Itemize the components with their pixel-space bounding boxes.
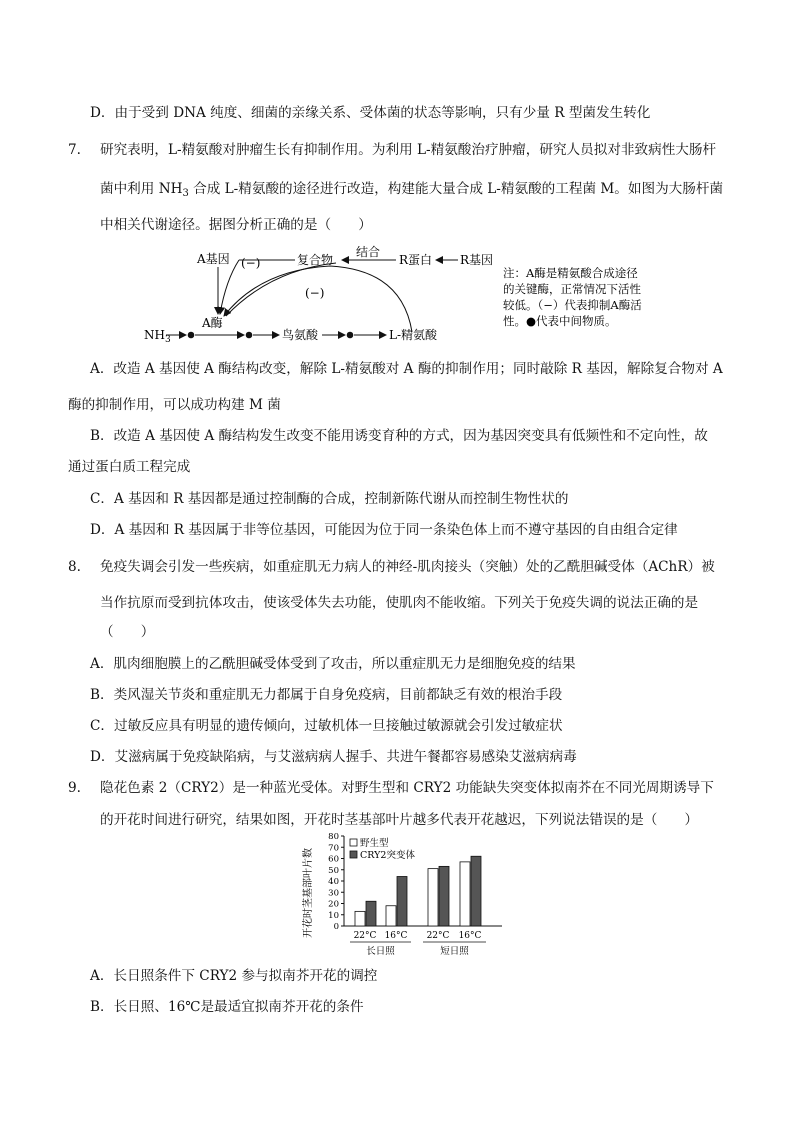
intermediate-dot-1	[188, 332, 195, 339]
q9-option-a: A．长日照条件下 CRY2 参与拟南芥开花的调控	[90, 968, 378, 984]
diagram-note-1: 注：A酶是精氨酸合成途径	[503, 266, 638, 280]
q8-option-c: C．过敏反应具有明显的遗传倾向，过敏机体一旦接触过敏源就会引发过敏症状	[90, 718, 563, 734]
q8-number: 8.	[68, 559, 81, 575]
y-tick-label: 60	[328, 854, 339, 865]
x-tick-label: 22°C	[353, 931, 377, 941]
y-tick-label: 70	[328, 843, 339, 854]
x-tick-label: 16°C	[384, 931, 408, 941]
y-tick-label: 40	[328, 877, 339, 887]
x-tick-label: 16°C	[458, 931, 482, 941]
q6-option-d: D．由于受到 DNA 纯度、细菌的亲缘关系、受体菌的状态等影响，只有少量 R 型菌发生转化	[90, 105, 651, 121]
y-tick-label: 10	[328, 910, 339, 921]
diagram-note-3: 较低。（−）代表抑制A酶活	[503, 298, 642, 312]
intermediate-dot-3	[347, 332, 354, 339]
q7-stem-text-b: 合成 L-精氨酸的途径进行改造，构建能大量合成 L-精氨酸的工程菌 M。如图为大肠杆菌	[188, 181, 724, 197]
bar-mutant-1	[397, 877, 407, 927]
label-nh3-sub: 3	[164, 335, 171, 345]
q8-option-b: B．类风湿关节炎和重症肌无力都属于自身免疫病，目前都缺乏有效的根治手段	[90, 687, 563, 703]
bar-wildtype-2	[428, 869, 438, 926]
intermediate-dot-2	[246, 332, 253, 339]
legend-swatch	[350, 839, 357, 846]
chart-bars	[355, 856, 481, 926]
y-tick-label: 0	[333, 922, 339, 932]
q9-stem-line2: 的开花时间进行研究，结果如图，开花时茎基部叶片越多代表开花越迟，下列说法错误的是（ ）	[100, 812, 699, 828]
bar-wildtype-3	[460, 862, 470, 926]
q7-option-b-line2: 通过蛋白质工程完成	[68, 459, 191, 475]
label-inhibit-2: (−)	[305, 286, 325, 300]
group-label: 长日照	[366, 946, 395, 957]
diagram-note-2: 的关键酶，正常情况下活性	[503, 282, 641, 296]
q7-stem-line3: 中相关代谢途径。据图分析正确的是（ ）	[100, 217, 372, 233]
chart-ylabel: 开花时茎基部叶片数	[303, 848, 314, 938]
q7-stem-line2	[100, 180, 723, 198]
chart-legend	[350, 837, 415, 861]
label-arginine: L-精氨酸	[389, 328, 438, 342]
label-bind: 结合	[356, 245, 381, 259]
label-nh3	[144, 328, 171, 345]
label-inhibit-1: (−)	[241, 256, 261, 270]
diagram-note-4: 性。●代表中间物质。	[503, 314, 617, 328]
bar-wildtype-0	[355, 911, 365, 926]
q9-option-b: B．长日照、16℃是最适宜拟南芥开花的条件	[90, 999, 364, 1015]
label-nh3-main: NH	[144, 328, 165, 342]
legend-label: CRY2突变体	[360, 850, 415, 861]
chart-x-labels	[354, 931, 482, 941]
metabolic-pathway-diagram	[140, 240, 680, 345]
q7-number: 7.	[68, 142, 81, 158]
legend-swatch	[350, 851, 357, 858]
q7-option-a-line1: A．改造 A 基因使 A 酶结构改变，解除 L-精氨酸对 A 酶的抑制作用；同时敲除 R 基因，解除复合物对 A	[90, 361, 723, 377]
q9-number: 9.	[68, 780, 81, 796]
q8-stem-line1: 免疫失调会引发一些疾病，如重症肌无力病人的神经-肌肉接头（突触）处的乙酰胆碱受体（AChR）被	[100, 559, 715, 575]
label-r-protein: R蛋白	[399, 253, 433, 267]
chart-group-labels	[350, 942, 486, 957]
bar-wildtype-1	[386, 906, 396, 926]
bar-mutant-2	[439, 866, 449, 926]
q7-option-b-line1: B．改造 A 基因使 A 酶结构发生改变不能用诱变育种的方式，因为基因突变具有低频性和不定向性，故	[90, 428, 708, 444]
q7-option-a-line2: 酶的抑制作用，可以成功构建 M 菌	[68, 397, 281, 413]
q7-stem-line1: 研究表明，L-精氨酸对肿瘤生长有抑制作用。为利用 L-精氨酸治疗肿瘤，研究人员拟对非致病性大肠杆	[100, 142, 717, 158]
group-label: 短日照	[440, 946, 469, 957]
bar-mutant-0	[366, 901, 376, 926]
label-ornithine: 鸟氨酸	[282, 328, 319, 342]
q8-option-a: A．肌肉细胞膜上的乙酰胆碱受体受到了攻击，所以重症肌无力是细胞免疫的结果	[90, 656, 576, 672]
y-tick-label: 30	[328, 888, 339, 899]
label-complex: 复合物	[297, 253, 334, 267]
y-tick-label: 80	[328, 832, 339, 842]
legend-label: 野生型	[360, 838, 389, 849]
q7-stem-sub: 3	[182, 188, 189, 199]
label-a-enzyme: A酶	[202, 316, 223, 330]
y-tick-label: 20	[328, 899, 339, 910]
y-tick-label: 50	[328, 865, 339, 876]
bar-mutant-3	[471, 856, 481, 926]
q7-stem-text-a: 菌中利用 NH	[100, 181, 183, 197]
flowering-bar-chart	[298, 830, 513, 962]
q7-option-c: C．A 基因和 R 基因都是通过控制酶的合成，控制新陈代谢从而控制生物性状的	[90, 491, 569, 507]
q8-stem-line3: （ ）	[100, 624, 155, 640]
x-tick-label: 22°C	[426, 931, 450, 941]
q9-stem-line1: 隐花色素 2（CRY2）是一种蓝光受体。对野生型和 CRY2 功能缺失突变体拟南芥在不同光周期诱导下	[100, 780, 714, 796]
label-r-gene: R基因	[460, 253, 494, 267]
q8-stem-line2: 当作抗原而受到抗体攻击，使该受体失去功能，使肌肉不能收缩。下列关于免疫失调的说法正确的是	[100, 595, 699, 611]
q8-option-d: D．艾滋病属于免疫缺陷病，与艾滋病病人握手、共进午餐都容易感染艾滋病病毒	[90, 749, 577, 765]
q7-option-d: D．A 基因和 R 基因属于非等位基因，可能因为位于同一条染色体上而不遵守基因的自由组合定律	[90, 522, 678, 538]
label-a-gene: A基因	[197, 252, 230, 266]
